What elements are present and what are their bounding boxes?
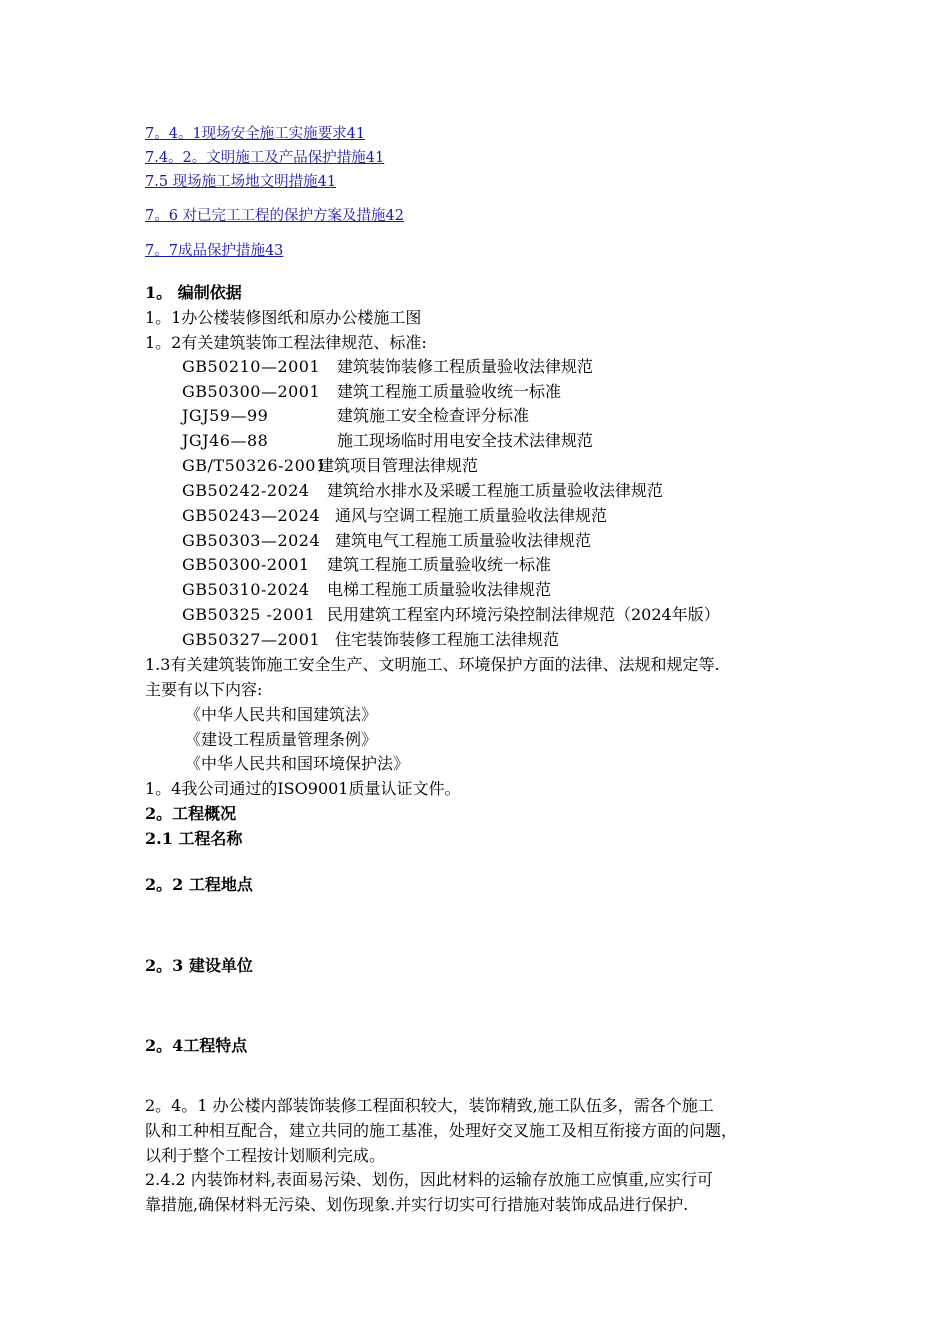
toc-link-7-7[interactable]: 7。7成品保护措施43: [145, 243, 284, 259]
standard-name: 建筑给水排水及采暖工程施工质量验收法律规范: [327, 481, 664, 500]
toc-link-7-4-1[interactable]: 7。4。1现场安全施工实施要求41: [145, 126, 366, 142]
standard-code: GB50325 -2001: [182, 605, 316, 624]
standard-row: [182, 479, 664, 504]
item-1-1: 1。1办公楼装修图纸和原办公楼施工图: [145, 308, 422, 327]
standard-code: GB50210—2001: [182, 357, 321, 376]
standard-name: 建筑电气工程施工质量验收法律规范: [335, 531, 592, 550]
standard-row: [182, 628, 560, 653]
standard-name: 通风与空调工程施工质量验收法律规范: [335, 506, 608, 525]
standard-row: [182, 553, 552, 578]
standard-name: 施工现场临时用电安全技术法律规范: [337, 431, 594, 450]
heading-2-3: 2。3 建设单位: [145, 956, 253, 975]
paragraph-line: 队和工种相互配合，建立共同的施工基准，处理好交叉施工及相互衔接方面的问题，: [145, 1120, 738, 1140]
standard-name: 建筑项目管理法律规范: [318, 456, 479, 475]
standard-name: 建筑装饰装修工程质量验收法律规范: [337, 357, 594, 376]
standard-name: 住宅装饰装修工程施工法律规范: [335, 630, 560, 649]
paragraph-line: 靠措施,确保材料无污染、划伤现象.并实行切实可行措施对装饰成品进行保护.: [145, 1194, 689, 1214]
standard-code: GB50327—2001: [182, 630, 321, 649]
law-item: 《建设工程质量管理条例》: [185, 730, 378, 749]
standard-row: [182, 454, 479, 479]
standard-name: 建筑施工安全检查评分标准: [337, 406, 530, 425]
toc-list: [145, 126, 845, 260]
heading-2-1: 2.1 工程名称: [145, 829, 243, 848]
standard-row: [182, 603, 720, 628]
standard-row: [182, 529, 592, 554]
toc-link-7-5[interactable]: 7.5 现场施工场地文明措施41: [145, 174, 337, 190]
standard-row: [182, 429, 594, 454]
paragraph-2-4-2: [145, 1168, 845, 1218]
heading-2-2: 2。2 工程地点: [145, 875, 253, 894]
item-1-3: 1.3有关建筑装饰施工安全生产、文明施工、环境保护方面的法律、法规和规定等.: [145, 655, 720, 674]
standard-row: [182, 404, 530, 429]
standard-row: [182, 578, 552, 603]
paragraph-line: 以利于整个工程按计划顺利完成。: [145, 1145, 386, 1165]
standard-code: JGJ46—88: [182, 431, 269, 450]
item-1-3-continued: 主要有以下内容:: [145, 680, 263, 699]
heading-2-4: 2。4工程特点: [145, 1036, 248, 1055]
standard-code: JGJ59—99: [182, 406, 269, 425]
standard-row: [182, 380, 562, 405]
paragraph-2-4-1: [145, 1094, 845, 1168]
standard-row: [182, 355, 594, 380]
standard-code: GB50243—2024: [182, 506, 321, 525]
standard-code: GB50300—2001: [182, 382, 321, 401]
item-1-4: 1。4我公司通过的ISO9001质量认证文件。: [145, 779, 461, 798]
standard-code: GB50303—2024: [182, 531, 321, 550]
section-2-heading: 2。工程概况: [145, 804, 237, 823]
standard-code: GB50242-2024: [182, 481, 310, 500]
law-item: 《中华人民共和国建筑法》: [185, 705, 378, 724]
toc-link-7-6[interactable]: 7。6 对已完工工程的保护方案及措施42: [145, 208, 405, 224]
standard-code: GB50310-2024: [182, 580, 310, 599]
standard-name: 建筑工程施工质量验收统一标准: [327, 555, 552, 574]
item-1-2: 1。2有关建筑装饰工程法律规范、标准:: [145, 333, 427, 352]
paragraph-line: 2.4.2 内装饰材料,表面易污染、划伤，因此材料的运输存放施工应慎重,应实行可: [145, 1170, 713, 1189]
standard-code: GB50300-2001: [182, 555, 310, 574]
standard-code: GB/T50326-2001: [182, 456, 327, 475]
section-1-heading: 1。 编制依据: [145, 283, 242, 302]
standard-row: [182, 504, 608, 529]
standard-name: 电梯工程施工质量验收法律规范: [327, 580, 552, 599]
law-item: 《中华人民共和国环境保护法》: [185, 754, 410, 773]
toc-link-7-4-2[interactable]: 7.4。2。文明施工及产品保护措施41: [145, 150, 385, 166]
standard-name: 民用建筑工程室内环境污染控制法律规范（2024年版）: [327, 605, 720, 624]
standard-name: 建筑工程施工质量验收统一标准: [337, 382, 562, 401]
paragraph-line: 2。4。1 办公楼内部装饰装修工程面积较大，装饰精致,施工队伍多，需各个施工: [145, 1096, 714, 1115]
